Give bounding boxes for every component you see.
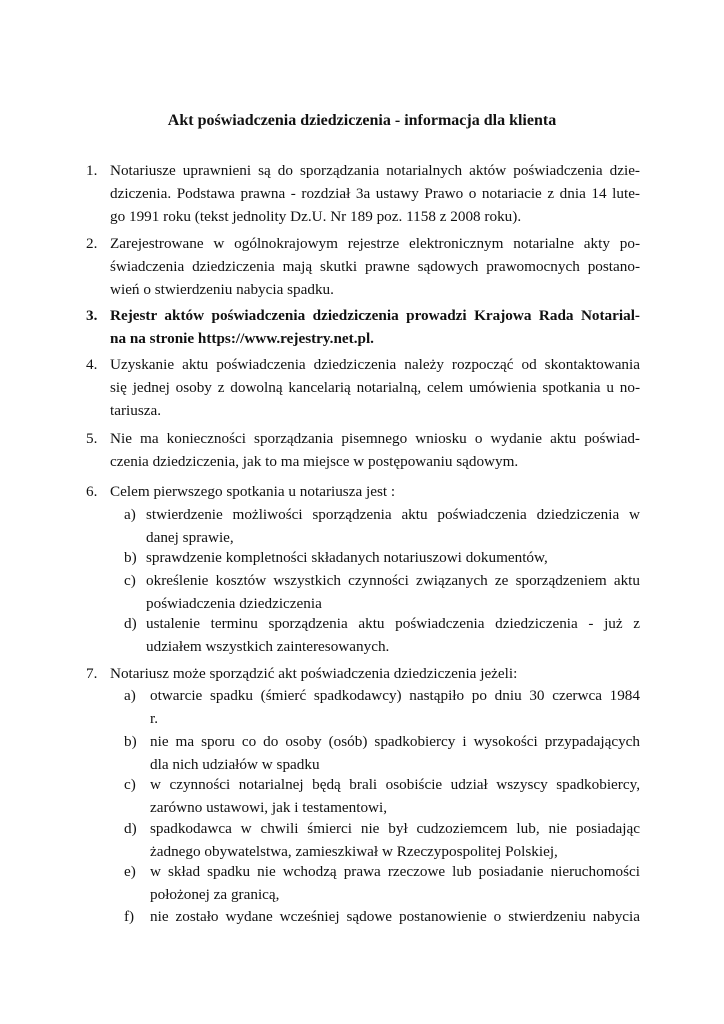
sub-item-letter: b) (124, 549, 137, 566)
item-line: czenia dziedziczenia, jak to ma miejsce w postępowaniu sądowym. (110, 453, 519, 470)
item-line: Notariusze uprawnieni są do sporządzania notarialnych aktów poświadczenia dzie- (110, 162, 640, 179)
sub-item-letter: d) (124, 820, 137, 837)
item-number: 2. (86, 235, 98, 252)
item-number: 1. (86, 162, 98, 179)
sub-item-line: sprawdzenie kompletności składanych notariuszowi dokumentów, (146, 549, 548, 566)
sub-item-line: określenie kosztów wszystkich czynności związanych ze sporządzeniem aktu (146, 572, 640, 589)
item-number: 5. (86, 430, 98, 447)
sub-item-line: otwarcie spadku (śmierć spadkodawcy) nastąpiło po dniu 30 czerwca 1984 (150, 687, 640, 704)
item-number: 6. (86, 483, 98, 500)
sub-item-line: r. (150, 710, 159, 727)
sub-item-line: w skład spadku nie wchodzą prawa rzeczowe lub posiadanie nieruchomości (150, 863, 640, 880)
sub-item-line: udziałem wszystkich zainteresowanych. (146, 638, 390, 655)
sub-item-letter: c) (124, 776, 136, 793)
item-line: świadczenia dziedziczenia mają skutki prawne sądowych prawomocnych postano- (110, 258, 640, 275)
item-line: wień o stwierdzeniu nabycia spadku. (110, 281, 334, 298)
sub-item-letter: a) (124, 506, 136, 523)
sub-item-line: w czynności notarialnej będą brali osobiście udział wszyscy spadkobiercy, (150, 776, 640, 793)
sub-item-letter: d) (124, 615, 137, 632)
item-line: Uzyskanie aktu poświadczenia dziedziczenia należy rozpocząć od skontaktowania (110, 356, 640, 373)
sub-item-line: żadnego obywatelstwa, zamieszkiwał w Rzeczypospolitej Polskiej, (150, 843, 558, 860)
document-title: Akt poświadczenia dziedziczenia - informacja dla klienta (167, 112, 557, 129)
sub-item-line: nie ma sporu co do osoby (osób) spadkobiercy i wysokości przypadających (150, 733, 640, 750)
item-number: 7. (86, 665, 98, 682)
item-line: Rejestr aktów poświadczenia dziedziczenia prowadzi Krajowa Rada Notarial- (110, 307, 640, 324)
item-line: Zarejestrowane w ogólnokrajowym rejestrze elektronicznym notarialne akty po- (110, 235, 640, 252)
item-line: się jednej osoby z dowolną kancelarią notarialną, celem umówienia spotkania u no- (110, 379, 640, 396)
sub-item-line: ustalenie terminu sporządzenia aktu poświadczenia dziedziczenia - już z (146, 615, 640, 632)
item-line: Nie ma konieczności sporządzania pisemnego wniosku o wydanie aktu poświad- (110, 430, 640, 447)
sub-item-line: nie zostało wydane wcześniej sądowe postanowienie o stwierdzeniu nabycia (150, 908, 640, 925)
item-line: Celem pierwszego spotkania u notariusza jest : (110, 483, 396, 500)
sub-item-letter: a) (124, 687, 136, 704)
sub-item-letter: c) (124, 572, 136, 589)
item-line: Notariusz może sporządzić akt poświadczenia dziedziczenia jeżeli: (110, 665, 518, 682)
sub-item-letter: b) (124, 733, 137, 750)
sub-item-line: spadkodawca w chwili śmierci nie był cudzoziemcem lub, nie posiadając (150, 820, 640, 837)
item-number: 4. (86, 356, 98, 373)
sub-item-line: położonej za granicą, (150, 886, 280, 903)
sub-item-line: dla nich udziałów w spadku (150, 756, 320, 773)
sub-item-letter: e) (124, 863, 136, 880)
sub-item-letter: f) (124, 908, 135, 925)
item-line: na na stronie https://www.rejestry.net.pl. (110, 330, 374, 347)
sub-item-line: zarówno ustawowi, jak i testamentowi, (150, 799, 388, 816)
sub-item-line: stwierdzenie możliwości sporządzenia aktu poświadczenia dziedziczenia w (146, 506, 640, 523)
item-number: 3. (86, 307, 98, 324)
item-line: dziczenia. Podstawa prawna - rozdział 3a ustawy Prawo o notariacie z dnia 14 lute- (110, 185, 640, 202)
item-line: go 1991 roku (tekst jednolity Dz.U. Nr 189 poz. 1158 z 2008 roku). (110, 208, 522, 225)
item-line: tariusza. (110, 402, 162, 419)
sub-item-line: danej sprawie, (146, 529, 234, 546)
sub-item-line: poświadczenia dziedziczenia (146, 595, 322, 612)
